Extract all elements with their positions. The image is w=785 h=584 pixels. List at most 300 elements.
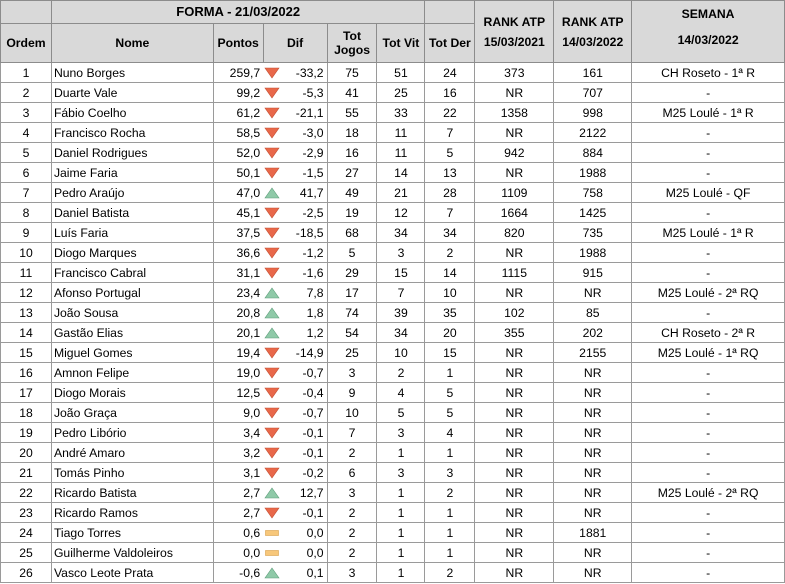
cell-pontos: 3,4 bbox=[213, 423, 263, 443]
cell-nome: Diogo Marques bbox=[51, 243, 213, 263]
trend-cell bbox=[263, 503, 280, 523]
cell-nome: Jaime Faria bbox=[51, 163, 213, 183]
cell-dif: -33,2 bbox=[280, 63, 327, 83]
cell-dif: -0,7 bbox=[280, 363, 327, 383]
trend-cell bbox=[263, 123, 280, 143]
cell-rank-2021: NR bbox=[475, 283, 554, 303]
cell-tot-jogos: 7 bbox=[327, 423, 377, 443]
header-pontos: Pontos bbox=[213, 24, 263, 63]
cell-nome: Diogo Morais bbox=[51, 383, 213, 403]
cell-tot-jogos: 9 bbox=[327, 383, 377, 403]
cell-tot-der: 28 bbox=[425, 183, 475, 203]
cell-tot-jogos: 55 bbox=[327, 103, 377, 123]
cell-rank-2021: NR bbox=[475, 403, 554, 423]
cell-pontos: 50,1 bbox=[213, 163, 263, 183]
cell-tot-jogos: 2 bbox=[327, 543, 377, 563]
cell-pontos: -0,6 bbox=[213, 563, 263, 583]
trend-cell bbox=[263, 463, 280, 483]
trend-cell bbox=[263, 163, 280, 183]
cell-ordem: 23 bbox=[1, 503, 52, 523]
cell-rank-2021: NR bbox=[475, 363, 554, 383]
cell-tot-jogos: 2 bbox=[327, 503, 377, 523]
cell-tot-der: 10 bbox=[425, 283, 475, 303]
trend-cell bbox=[263, 403, 280, 423]
cell-nome: Pedro Araújo bbox=[51, 183, 213, 203]
table-row bbox=[1, 463, 785, 483]
table-row bbox=[1, 543, 785, 563]
cell-semana: M25 Loulé - 2ª RQ bbox=[632, 483, 785, 503]
triangle-down-icon bbox=[264, 387, 280, 399]
table-row bbox=[1, 523, 785, 543]
cell-nome: Miguel Gomes bbox=[51, 343, 213, 363]
cell-ordem: 18 bbox=[1, 403, 52, 423]
table-row bbox=[1, 343, 785, 363]
cell-ordem: 13 bbox=[1, 303, 52, 323]
cell-tot-jogos: 54 bbox=[327, 323, 377, 343]
cell-dif: 7,8 bbox=[280, 283, 327, 303]
cell-tot-jogos: 49 bbox=[327, 183, 377, 203]
cell-semana: - bbox=[632, 543, 785, 563]
cell-pontos: 52,0 bbox=[213, 143, 263, 163]
cell-tot-jogos: 5 bbox=[327, 243, 377, 263]
table-row bbox=[1, 263, 785, 283]
triangle-down-icon bbox=[264, 427, 280, 439]
cell-tot-der: 5 bbox=[425, 403, 475, 423]
triangle-down-icon bbox=[264, 207, 280, 219]
cell-semana: - bbox=[632, 463, 785, 483]
trend-cell bbox=[263, 63, 280, 83]
cell-ordem: 1 bbox=[1, 63, 52, 83]
cell-dif: -14,9 bbox=[280, 343, 327, 363]
triangle-up-icon bbox=[264, 327, 280, 339]
cell-rank-2021: NR bbox=[475, 383, 554, 403]
header-tot-jogos-line1: Tot bbox=[343, 29, 362, 43]
cell-tot-der: 20 bbox=[425, 323, 475, 343]
cell-semana: - bbox=[632, 83, 785, 103]
cell-ordem: 19 bbox=[1, 423, 52, 443]
trend-cell bbox=[263, 483, 280, 503]
cell-rank-2021: NR bbox=[475, 423, 554, 443]
cell-tot-der: 2 bbox=[425, 483, 475, 503]
cell-tot-jogos: 10 bbox=[327, 403, 377, 423]
table-row bbox=[1, 103, 785, 123]
cell-tot-jogos: 16 bbox=[327, 143, 377, 163]
table-row bbox=[1, 143, 785, 163]
cell-tot-vit: 1 bbox=[377, 483, 425, 503]
cell-dif: -18,5 bbox=[280, 223, 327, 243]
trend-cell bbox=[263, 383, 280, 403]
cell-rank-2022: 202 bbox=[554, 323, 632, 343]
trend-cell bbox=[263, 303, 280, 323]
cell-rank-2021: NR bbox=[475, 243, 554, 263]
cell-nome: Daniel Batista bbox=[51, 203, 213, 223]
header-blank-cell bbox=[1, 1, 52, 24]
cell-pontos: 2,7 bbox=[213, 503, 263, 523]
cell-rank-2022: NR bbox=[554, 463, 632, 483]
cell-rank-2021: 1109 bbox=[475, 183, 554, 203]
cell-nome: Fábio Coelho bbox=[51, 103, 213, 123]
cell-tot-vit: 7 bbox=[377, 283, 425, 303]
cell-ordem: 7 bbox=[1, 183, 52, 203]
cell-rank-2021: NR bbox=[475, 543, 554, 563]
table-row bbox=[1, 423, 785, 443]
cell-ordem: 11 bbox=[1, 263, 52, 283]
cell-tot-der: 1 bbox=[425, 503, 475, 523]
cell-tot-jogos: 17 bbox=[327, 283, 377, 303]
cell-semana: - bbox=[632, 263, 785, 283]
cell-tot-vit: 1 bbox=[377, 563, 425, 583]
table-row bbox=[1, 183, 785, 203]
cell-tot-vit: 10 bbox=[377, 343, 425, 363]
cell-tot-vit: 34 bbox=[377, 223, 425, 243]
cell-ordem: 3 bbox=[1, 103, 52, 123]
cell-tot-vit: 1 bbox=[377, 443, 425, 463]
trend-cell bbox=[263, 523, 280, 543]
trend-cell bbox=[263, 423, 280, 443]
header-tot-jogos-line2: Jogos bbox=[334, 43, 370, 57]
cell-dif: 0,1 bbox=[280, 563, 327, 583]
header-rank-2022 bbox=[554, 1, 632, 63]
cell-rank-2022: 758 bbox=[554, 183, 632, 203]
cell-pontos: 47,0 bbox=[213, 183, 263, 203]
cell-rank-2022: 2155 bbox=[554, 343, 632, 363]
triangle-up-icon bbox=[264, 487, 280, 499]
cell-pontos: 19,4 bbox=[213, 343, 263, 363]
trend-cell bbox=[263, 283, 280, 303]
cell-rank-2021: NR bbox=[475, 483, 554, 503]
cell-rank-2021: NR bbox=[475, 563, 554, 583]
triangle-down-icon bbox=[264, 147, 280, 159]
cell-ordem: 22 bbox=[1, 483, 52, 503]
cell-tot-der: 4 bbox=[425, 423, 475, 443]
trend-cell bbox=[263, 323, 280, 343]
header-rank-2022-line2: 14/03/2022 bbox=[562, 34, 624, 49]
cell-ordem: 14 bbox=[1, 323, 52, 343]
table-row bbox=[1, 383, 785, 403]
triangle-up-icon bbox=[264, 567, 280, 579]
cell-ordem: 9 bbox=[1, 223, 52, 243]
header-tot-vit: Tot Vit bbox=[377, 24, 425, 63]
cell-tot-vit: 39 bbox=[377, 303, 425, 323]
cell-rank-2022: 707 bbox=[554, 83, 632, 103]
cell-semana: - bbox=[632, 303, 785, 323]
cell-ordem: 24 bbox=[1, 523, 52, 543]
triangle-up-icon bbox=[264, 307, 280, 319]
cell-rank-2022: NR bbox=[554, 383, 632, 403]
trend-cell bbox=[263, 183, 280, 203]
cell-ordem: 16 bbox=[1, 363, 52, 383]
cell-ordem: 21 bbox=[1, 463, 52, 483]
cell-nome: Afonso Portugal bbox=[51, 283, 213, 303]
cell-rank-2022: 2122 bbox=[554, 123, 632, 143]
cell-dif: 41,7 bbox=[280, 183, 327, 203]
cell-rank-2021: 942 bbox=[475, 143, 554, 163]
cell-tot-jogos: 25 bbox=[327, 343, 377, 363]
cell-semana: - bbox=[632, 523, 785, 543]
table-row bbox=[1, 123, 785, 143]
cell-tot-vit: 21 bbox=[377, 183, 425, 203]
trend-cell bbox=[263, 83, 280, 103]
cell-pontos: 45,1 bbox=[213, 203, 263, 223]
cell-tot-jogos: 27 bbox=[327, 163, 377, 183]
table-row bbox=[1, 483, 785, 503]
cell-semana: - bbox=[632, 503, 785, 523]
cell-rank-2022: NR bbox=[554, 443, 632, 463]
cell-ordem: 5 bbox=[1, 143, 52, 163]
cell-pontos: 12,5 bbox=[213, 383, 263, 403]
cell-ordem: 4 bbox=[1, 123, 52, 143]
cell-tot-jogos: 41 bbox=[327, 83, 377, 103]
cell-dif: -2,5 bbox=[280, 203, 327, 223]
cell-ordem: 6 bbox=[1, 163, 52, 183]
cell-tot-der: 22 bbox=[425, 103, 475, 123]
cell-semana: - bbox=[632, 243, 785, 263]
cell-pontos: 19,0 bbox=[213, 363, 263, 383]
cell-rank-2022: NR bbox=[554, 363, 632, 383]
cell-dif: 12,7 bbox=[280, 483, 327, 503]
cell-rank-2022: 161 bbox=[554, 63, 632, 83]
cell-nome: João Sousa bbox=[51, 303, 213, 323]
table-row bbox=[1, 283, 785, 303]
cell-tot-vit: 25 bbox=[377, 83, 425, 103]
cell-ordem: 20 bbox=[1, 443, 52, 463]
dash-bar-icon bbox=[264, 547, 280, 559]
cell-rank-2022: 1425 bbox=[554, 203, 632, 223]
cell-rank-2022: NR bbox=[554, 543, 632, 563]
cell-rank-2022: NR bbox=[554, 403, 632, 423]
cell-semana: M25 Loulé - 2ª RQ bbox=[632, 283, 785, 303]
cell-tot-vit: 15 bbox=[377, 263, 425, 283]
cell-dif: -0,7 bbox=[280, 403, 327, 423]
cell-semana: CH Roseto - 1ª R bbox=[632, 63, 785, 83]
cell-rank-2021: 820 bbox=[475, 223, 554, 243]
cell-tot-vit: 4 bbox=[377, 383, 425, 403]
triangle-down-icon bbox=[264, 107, 280, 119]
trend-cell bbox=[263, 243, 280, 263]
cell-tot-jogos: 3 bbox=[327, 363, 377, 383]
cell-tot-jogos: 19 bbox=[327, 203, 377, 223]
cell-pontos: 259,7 bbox=[213, 63, 263, 83]
cell-tot-vit: 3 bbox=[377, 423, 425, 443]
cell-dif: -0,4 bbox=[280, 383, 327, 403]
cell-tot-vit: 33 bbox=[377, 103, 425, 123]
cell-rank-2022: 85 bbox=[554, 303, 632, 323]
cell-semana: - bbox=[632, 363, 785, 383]
triangle-up-icon bbox=[264, 187, 280, 199]
cell-rank-2022: NR bbox=[554, 503, 632, 523]
cell-nome: Ricardo Ramos bbox=[51, 503, 213, 523]
cell-semana: - bbox=[632, 563, 785, 583]
table-title: FORMA - 21/03/2022 bbox=[51, 1, 424, 24]
cell-rank-2021: NR bbox=[475, 163, 554, 183]
cell-ordem: 12 bbox=[1, 283, 52, 303]
cell-dif: -5,3 bbox=[280, 83, 327, 103]
header-nome: Nome bbox=[51, 24, 213, 63]
header-rank-2021 bbox=[475, 1, 554, 63]
table-row bbox=[1, 63, 785, 83]
cell-dif: 0,0 bbox=[280, 543, 327, 563]
cell-pontos: 99,2 bbox=[213, 83, 263, 103]
triangle-down-icon bbox=[264, 247, 280, 259]
cell-rank-2021: NR bbox=[475, 503, 554, 523]
cell-semana: - bbox=[632, 403, 785, 423]
cell-tot-vit: 14 bbox=[377, 163, 425, 183]
cell-nome: Guilherme Valdoleiros bbox=[51, 543, 213, 563]
cell-tot-vit: 34 bbox=[377, 323, 425, 343]
cell-rank-2021: 1115 bbox=[475, 263, 554, 283]
cell-tot-jogos: 75 bbox=[327, 63, 377, 83]
header-semana-line1: SEMANA bbox=[681, 7, 735, 21]
table-row bbox=[1, 83, 785, 103]
cell-pontos: 0,0 bbox=[213, 543, 263, 563]
cell-tot-jogos: 3 bbox=[327, 563, 377, 583]
cell-nome: André Amaro bbox=[51, 443, 213, 463]
trend-cell bbox=[263, 543, 280, 563]
triangle-down-icon bbox=[264, 267, 280, 279]
cell-rank-2022: NR bbox=[554, 423, 632, 443]
cell-rank-2022: 998 bbox=[554, 103, 632, 123]
cell-rank-2021: 373 bbox=[475, 63, 554, 83]
triangle-down-icon bbox=[264, 67, 280, 79]
table-row bbox=[1, 203, 785, 223]
cell-tot-vit: 51 bbox=[377, 63, 425, 83]
cell-ordem: 25 bbox=[1, 543, 52, 563]
cell-semana: M25 Loulé - 1ª R bbox=[632, 103, 785, 123]
cell-tot-der: 34 bbox=[425, 223, 475, 243]
table-row bbox=[1, 243, 785, 263]
cell-semana: - bbox=[632, 163, 785, 183]
cell-nome: Amnon Felipe bbox=[51, 363, 213, 383]
cell-dif: -1,6 bbox=[280, 263, 327, 283]
cell-dif: 0,0 bbox=[280, 523, 327, 543]
cell-tot-der: 3 bbox=[425, 463, 475, 483]
cell-rank-2022: 1988 bbox=[554, 163, 632, 183]
table-row bbox=[1, 223, 785, 243]
cell-tot-vit: 3 bbox=[377, 463, 425, 483]
trend-cell bbox=[263, 343, 280, 363]
cell-nome: Francisco Rocha bbox=[51, 123, 213, 143]
cell-tot-der: 1 bbox=[425, 523, 475, 543]
cell-semana: M25 Loulé - QF bbox=[632, 183, 785, 203]
cell-pontos: 20,1 bbox=[213, 323, 263, 343]
cell-rank-2022: 1881 bbox=[554, 523, 632, 543]
cell-tot-jogos: 2 bbox=[327, 443, 377, 463]
trend-cell bbox=[263, 563, 280, 583]
trend-cell bbox=[263, 203, 280, 223]
header-semana-line2: 14/03/2022 bbox=[677, 33, 739, 47]
trend-cell bbox=[263, 223, 280, 243]
cell-tot-der: 35 bbox=[425, 303, 475, 323]
triangle-down-icon bbox=[264, 507, 280, 519]
trend-cell bbox=[263, 363, 280, 383]
cell-tot-jogos: 2 bbox=[327, 523, 377, 543]
cell-nome: Luís Faria bbox=[51, 223, 213, 243]
cell-pontos: 37,5 bbox=[213, 223, 263, 243]
header-dif: Dif bbox=[263, 24, 327, 63]
cell-nome: Ricardo Batista bbox=[51, 483, 213, 503]
cell-tot-der: 1 bbox=[425, 543, 475, 563]
cell-tot-der: 16 bbox=[425, 83, 475, 103]
table-row bbox=[1, 323, 785, 343]
cell-tot-der: 2 bbox=[425, 563, 475, 583]
cell-tot-der: 1 bbox=[425, 443, 475, 463]
table-row bbox=[1, 403, 785, 423]
triangle-down-icon bbox=[264, 367, 280, 379]
dash-bar-icon bbox=[264, 527, 280, 539]
cell-nome: Duarte Vale bbox=[51, 83, 213, 103]
header-ordem: Ordem bbox=[1, 24, 52, 63]
cell-dif: 1,8 bbox=[280, 303, 327, 323]
cell-dif: -1,2 bbox=[280, 243, 327, 263]
cell-tot-der: 5 bbox=[425, 383, 475, 403]
triangle-down-icon bbox=[264, 167, 280, 179]
cell-ordem: 8 bbox=[1, 203, 52, 223]
cell-rank-2021: NR bbox=[475, 523, 554, 543]
cell-dif: -0,2 bbox=[280, 463, 327, 483]
cell-tot-vit: 3 bbox=[377, 243, 425, 263]
cell-rank-2022: 884 bbox=[554, 143, 632, 163]
cell-rank-2021: NR bbox=[475, 443, 554, 463]
cell-pontos: 23,4 bbox=[213, 283, 263, 303]
header-semana bbox=[632, 1, 785, 63]
cell-tot-vit: 1 bbox=[377, 543, 425, 563]
table-row bbox=[1, 163, 785, 183]
trend-cell bbox=[263, 263, 280, 283]
cell-dif: -3,0 bbox=[280, 123, 327, 143]
cell-tot-jogos: 74 bbox=[327, 303, 377, 323]
cell-tot-der: 7 bbox=[425, 203, 475, 223]
header-rank-2021-line2: 15/03/2021 bbox=[483, 34, 545, 49]
cell-tot-der: 24 bbox=[425, 63, 475, 83]
triangle-down-icon bbox=[264, 127, 280, 139]
cell-rank-2022: NR bbox=[554, 563, 632, 583]
cell-pontos: 2,7 bbox=[213, 483, 263, 503]
cell-tot-jogos: 18 bbox=[327, 123, 377, 143]
cell-ordem: 15 bbox=[1, 343, 52, 363]
cell-tot-der: 2 bbox=[425, 243, 475, 263]
triangle-down-icon bbox=[264, 447, 280, 459]
cell-tot-vit: 12 bbox=[377, 203, 425, 223]
cell-semana: - bbox=[632, 443, 785, 463]
cell-pontos: 20,8 bbox=[213, 303, 263, 323]
cell-rank-2021: NR bbox=[475, 123, 554, 143]
cell-pontos: 36,6 bbox=[213, 243, 263, 263]
cell-nome: João Graça bbox=[51, 403, 213, 423]
cell-tot-vit: 11 bbox=[377, 143, 425, 163]
cell-nome: Tomás Pinho bbox=[51, 463, 213, 483]
cell-dif: -1,5 bbox=[280, 163, 327, 183]
trend-cell bbox=[263, 443, 280, 463]
trend-cell bbox=[263, 143, 280, 163]
cell-rank-2021: 102 bbox=[475, 303, 554, 323]
cell-tot-der: 5 bbox=[425, 143, 475, 163]
trend-cell bbox=[263, 103, 280, 123]
triangle-down-icon bbox=[264, 407, 280, 419]
cell-tot-jogos: 68 bbox=[327, 223, 377, 243]
cell-rank-2022: NR bbox=[554, 483, 632, 503]
cell-dif: -0,1 bbox=[280, 423, 327, 443]
triangle-down-icon bbox=[264, 467, 280, 479]
cell-nome: Nuno Borges bbox=[51, 63, 213, 83]
cell-pontos: 9,0 bbox=[213, 403, 263, 423]
table-row bbox=[1, 443, 785, 463]
triangle-down-icon bbox=[264, 87, 280, 99]
cell-tot-vit: 5 bbox=[377, 403, 425, 423]
triangle-up-icon bbox=[264, 287, 280, 299]
cell-rank-2022: 1988 bbox=[554, 243, 632, 263]
cell-rank-2021: 1664 bbox=[475, 203, 554, 223]
cell-rank-2022: 735 bbox=[554, 223, 632, 243]
